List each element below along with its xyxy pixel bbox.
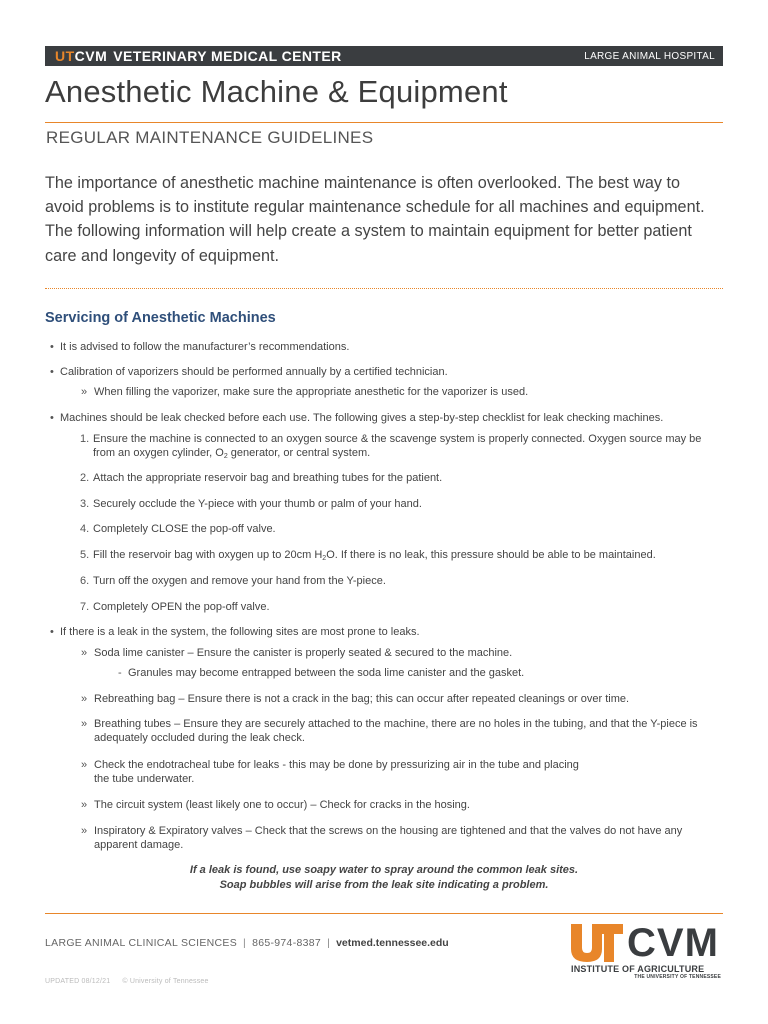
- updated-date: UPDATED 08/12/21: [45, 978, 111, 985]
- checklist-step: [80, 497, 710, 511]
- leak-site-subtext: Granules may become entrapped between the soda lime canister and the gasket.: [128, 667, 525, 679]
- raquo-marker: »: [81, 386, 88, 398]
- utcvm-logo: [55, 48, 107, 64]
- footer-separator: |: [243, 937, 247, 949]
- utcvm-institute-logo: [571, 921, 723, 980]
- leak-site-text: Soda lime canister – Ensure the canister is properly seated & secured to the machine.: [94, 647, 513, 659]
- list-item: [50, 365, 723, 379]
- list-item-text: Machines should be leak checked before each use. The following gives a step-by-step checklist for leak checking machines.: [60, 412, 664, 424]
- leak-site-text: Rebreathing bag – Ensure there is not a crack in the bag; this can occur after repeated cleanings or over time.: [94, 693, 630, 705]
- subscript: 2: [223, 453, 228, 460]
- dash-marker: -: [118, 667, 122, 679]
- step-text-part: Fill the reservoir bag with oxygen up to 20cm H: [93, 549, 323, 561]
- leak-site-text: Breathing tubes – Ensure they are securely attached to the machine, there are no holes in the tubing, and that the Y-piece is adequately occluded during the leak check.: [94, 718, 698, 744]
- bullet-marker: •: [50, 366, 54, 378]
- step-text-part: generator, or central system.: [227, 447, 371, 459]
- logo-cvm-text: CVM: [74, 48, 108, 64]
- footer-website-link[interactable]: vetmed.tennessee.edu: [336, 937, 449, 949]
- leak-site-text-line: Check the endotracheal tube for leaks - this may be done by pressurizing air in the tube and placing: [94, 759, 579, 771]
- step-text: [93, 432, 710, 464]
- bullet-marker: •: [50, 341, 54, 353]
- logo-ut-text: UT: [55, 48, 75, 64]
- sub-list-item-text: When filling the vaporizer, make sure the appropriate anesthetic for the vaporizer is used.: [94, 386, 529, 398]
- leak-note-line: Soap bubbles will arise from the leak site indicating a problem.: [219, 879, 549, 891]
- checklist-step: [80, 574, 710, 588]
- leak-site-item: [81, 758, 711, 786]
- logo-institute-text: INSTITUTE OF AGRICULTURE: [571, 964, 705, 974]
- list-item: [50, 411, 723, 425]
- leak-site-subitem: [118, 666, 718, 680]
- raquo-marker: »: [81, 799, 88, 811]
- step-number: 4.: [80, 523, 90, 535]
- step-number: 2.: [80, 472, 90, 484]
- intro-paragraph: The importance of anesthetic machine maintenance is often overlooked. The best way to avoid problems is to institute regular maintenance schedule for all machines and equipment. The following information will help create a system to maintain equipment for better patient care and longevity of equipment.: [45, 174, 705, 265]
- page-title: Anesthetic Machine & Equipment: [45, 74, 508, 109]
- step-text: Completely CLOSE the pop-off valve.: [93, 523, 276, 535]
- title-divider: [45, 122, 723, 123]
- list-item-text: It is advised to follow the manufacturer’s recommendations.: [60, 341, 350, 353]
- raquo-marker: »: [81, 647, 88, 659]
- raquo-marker: »: [81, 718, 88, 730]
- step-text-part: Ensure the machine is connected to an oxygen source & the scavenge system is properly connected. Oxygen source may be from an oxygen cylinder, O: [93, 433, 702, 459]
- footer-department: LARGE ANIMAL CLINICAL SCIENCES: [45, 937, 238, 949]
- bullet-marker: •: [50, 626, 54, 638]
- raquo-marker: »: [81, 693, 88, 705]
- section-heading: Servicing of Anesthetic Machines: [45, 310, 276, 326]
- leak-site-text-line: the tube underwater.: [94, 773, 195, 785]
- footer-meta: [45, 978, 209, 985]
- step-text-part: O. If there is no leak, this pressure should be able to be maintained.: [326, 549, 656, 561]
- footer-contact: [45, 937, 449, 949]
- leak-note: [45, 863, 723, 893]
- header-title: VETERINARY MEDICAL CENTER: [113, 48, 342, 64]
- step-number: 5.: [80, 549, 90, 561]
- step-number: 1.: [80, 433, 90, 445]
- leak-site-text: The circuit system (least likely one to occur) – Check for cracks in the hosing.: [94, 799, 470, 811]
- step-number: 3.: [80, 498, 90, 510]
- step-text: [93, 548, 720, 566]
- step-number: 6.: [80, 575, 90, 587]
- list-item-text: Calibration of vaporizers should be performed annually by a certified technician.: [60, 366, 448, 378]
- logo-mark: [571, 921, 723, 965]
- list-item: [50, 340, 723, 354]
- checklist-step: [80, 471, 710, 485]
- subscript: 2: [322, 555, 327, 562]
- step-text: Securely occlude the Y-piece with your thumb or palm of your hand.: [93, 498, 422, 510]
- leak-site-item: [81, 824, 711, 852]
- page-subtitle: REGULAR MAINTENANCE GUIDELINES: [46, 128, 374, 147]
- leak-site-item: [81, 717, 711, 745]
- ut-logo-icon: [571, 924, 623, 962]
- logo-cvm-large: CVM: [627, 921, 719, 965]
- header-hospital-label: LARGE ANIMAL HOSPITAL: [584, 50, 715, 62]
- header-bar: [45, 46, 723, 66]
- leak-site-item: [81, 798, 711, 812]
- step-text: Completely OPEN the pop-off valve.: [93, 601, 270, 613]
- raquo-marker: »: [81, 759, 88, 771]
- list-item: [50, 625, 723, 639]
- checklist-step: [80, 600, 710, 614]
- footer-divider: [45, 913, 723, 914]
- logo-university-text: THE UNIVERSITY OF TENNESSEE: [634, 974, 721, 980]
- section-divider: [45, 288, 723, 289]
- step-text: Turn off the oxygen and remove your hand from the Y-piece.: [93, 575, 386, 587]
- step-number: 7.: [80, 601, 90, 613]
- header-brand: [55, 48, 342, 64]
- raquo-marker: »: [81, 825, 88, 837]
- checklist-step: [80, 432, 710, 464]
- leak-site-text: [94, 758, 711, 786]
- leak-note-line: If a leak is found, use soapy water to spray around the common leak sites.: [189, 864, 579, 876]
- checklist-step: [80, 522, 710, 536]
- leak-site-text: Inspiratory & Expiratory valves – Check that the screws on the housing are tightened and that the valves do not have any apparent damage.: [94, 825, 683, 851]
- sub-list-item: [81, 385, 723, 399]
- leak-site-item: [81, 692, 721, 706]
- checklist-step: [80, 548, 720, 566]
- leak-site-item: [81, 646, 711, 660]
- footer-phone[interactable]: 865-974-8387: [252, 937, 322, 949]
- copyright: © University of Tennessee: [122, 978, 209, 985]
- bullet-marker: •: [50, 412, 54, 424]
- list-item-text: If there is a leak in the system, the following sites are most prone to leaks.: [60, 626, 420, 638]
- step-text: Attach the appropriate reservoir bag and breathing tubes for the patient.: [93, 472, 443, 484]
- footer-separator: |: [327, 937, 331, 949]
